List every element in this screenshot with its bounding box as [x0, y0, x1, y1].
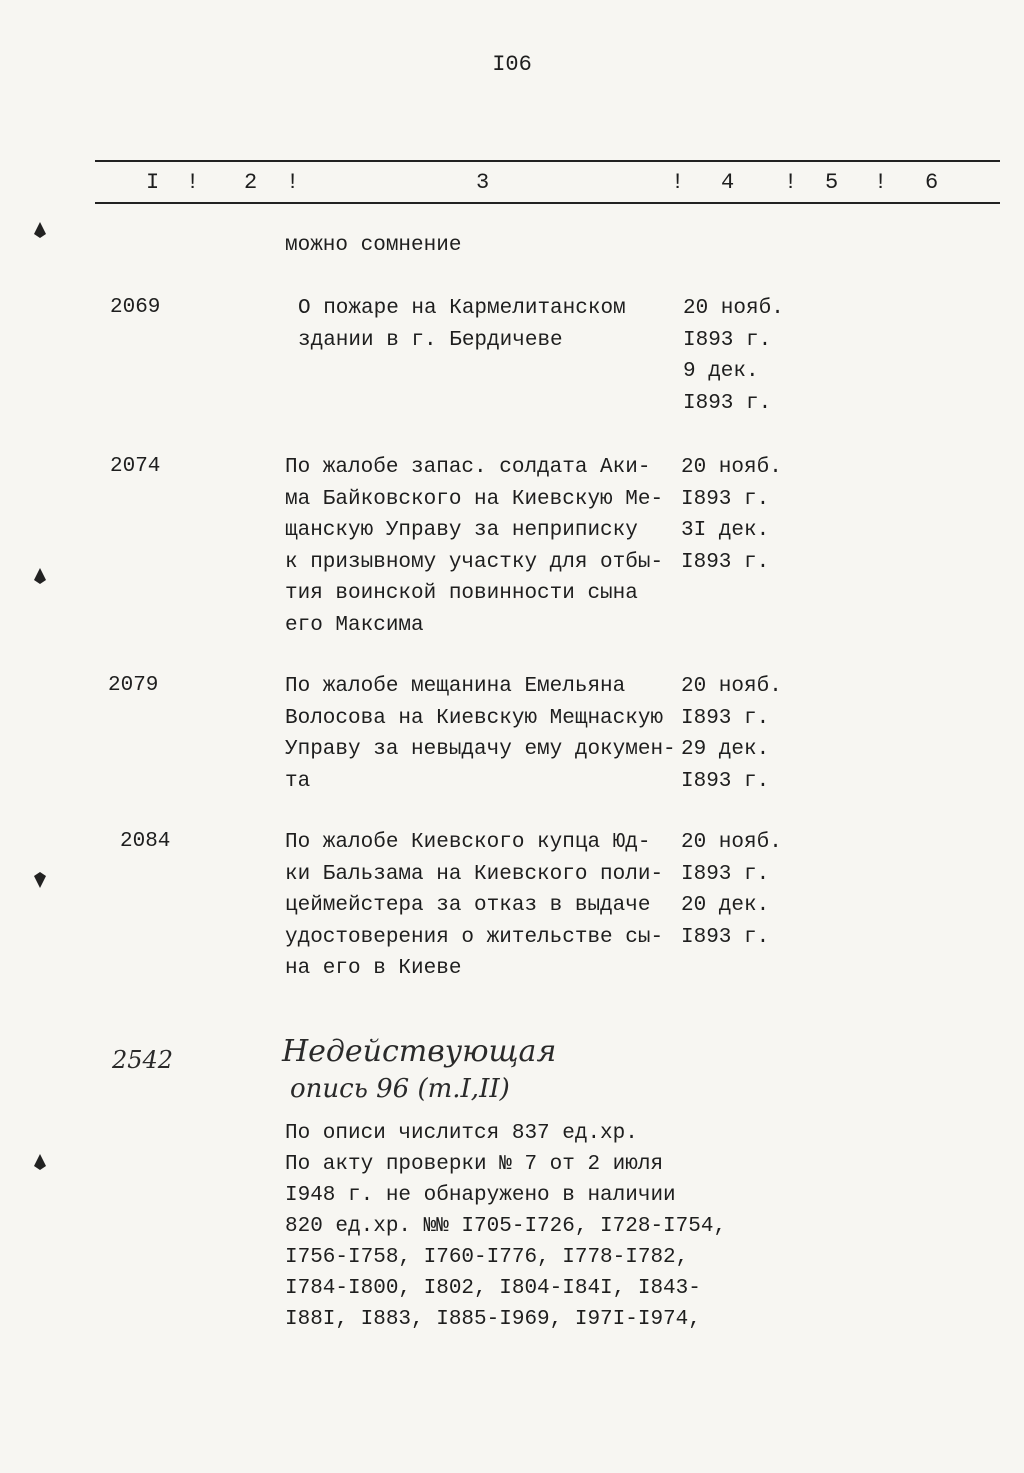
- punch-hole-icon: [30, 566, 50, 586]
- inventory-notes: По описи числится 837 ед.хр. По акту проверки № 7 от 2 июля I948 г. не обнаружено в наличии 820 ед.хр. №№ I705-I726, I728-I754, I756-I758, I760-I776, I778-I782, I784-I800, I802, I804-I84I, I843- I88I, I883, I885-I969, I97I-I974,: [285, 1122, 727, 1331]
- entry-dates: 20 нояб. I893 г. 29 дек. I893 г.: [681, 675, 782, 793]
- table-header-bottom-rule: [95, 202, 1000, 204]
- entry-dates: 20 нояб. I893 г. 20 дек. I893 г.: [681, 831, 782, 949]
- column-separator: !: [784, 170, 798, 195]
- entry-number: 2074: [110, 455, 161, 478]
- column-header-1: I: [146, 170, 160, 195]
- entry-dates: 20 нояб. I893 г. 9 дек. I893 г.: [683, 297, 784, 415]
- column-header-3: 3: [476, 170, 490, 195]
- entry-number: 2069: [110, 296, 161, 319]
- entry-description: О пожаре на Кармелитанском здании в г. Бердичеве: [298, 297, 626, 352]
- handwritten-count: 2542: [112, 1046, 174, 1074]
- handwritten-status: Недействующая: [282, 1034, 557, 1069]
- entry-description: По жалобе мещанина Емельяна Волосова на Киевскую Мещнаскую Управу за невыдачу ему докумен- та: [285, 675, 676, 793]
- column-header-5: 5: [825, 170, 839, 195]
- column-separator: !: [671, 170, 685, 195]
- column-header-6: 6: [925, 170, 939, 195]
- punch-hole-icon: [30, 1152, 50, 1172]
- entry-dates: 20 нояб. I893 г. 3I дек. I893 г.: [681, 456, 782, 574]
- column-header-4: 4: [721, 170, 735, 195]
- entry-description: По жалобе запас. солдата Аки- ма Байковского на Киевскую Ме- щанскую Управу за неприписку к призывному участку для отбы- тия воинской повинности сына его Максима: [285, 456, 664, 637]
- handwritten-inventory: опись 96 (т.I,II): [290, 1074, 510, 1104]
- continuation-text: можно сомнение: [285, 234, 462, 257]
- column-separator: !: [186, 170, 200, 195]
- page-number: I06: [492, 52, 532, 77]
- column-header-2: 2: [244, 170, 258, 195]
- punch-hole-icon: [30, 220, 50, 240]
- entry-number: 2079: [108, 674, 159, 697]
- entry-description: По жалобе Киевского купца Юд- ки Бальзама на Киевского поли- цеймейстера за отказ в выдаче удостоверения о жительстве сы- на его в Киеве: [285, 831, 664, 980]
- column-separator: !: [286, 170, 300, 195]
- entry-number: 2084: [120, 830, 171, 853]
- table-header-top-rule: [95, 160, 1000, 162]
- punch-hole-icon: [30, 870, 50, 890]
- column-separator: !: [874, 170, 888, 195]
